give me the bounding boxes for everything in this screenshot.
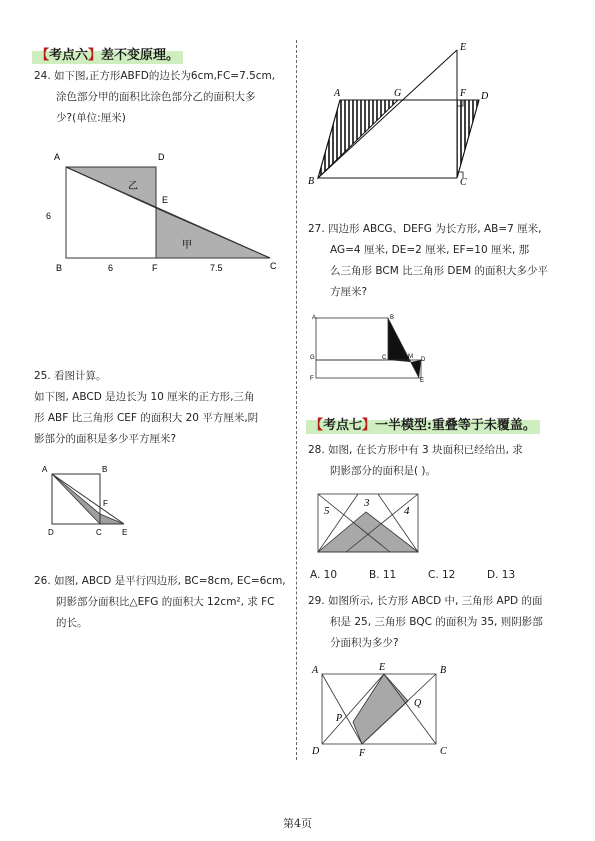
column-divider: [296, 40, 297, 760]
label-b: B: [390, 315, 395, 321]
label-f: F: [359, 748, 366, 759]
label-a: A: [54, 152, 61, 162]
label-fc-7-5: 7.5: [210, 263, 223, 273]
label-a: A: [312, 665, 319, 676]
option-d[interactable]: D. 13: [487, 569, 516, 581]
label-b: B: [102, 465, 108, 474]
question-29: 29. 如图所示, 长方形 ABCD 中, 三角形 APD 的面 积是 25, 三角形 BQC 的面积为 35, 则阴影部 分面积为多少?: [308, 595, 543, 649]
label-d: D: [481, 91, 489, 102]
label-5: 5: [324, 505, 330, 517]
line-af: [322, 674, 362, 744]
label-b: B: [440, 665, 447, 676]
label-g: G: [394, 88, 402, 99]
question-25: 25. 看图计算。 如下图, ABCD 是边长为 10 厘米的正方形,三角 形 ABF 比三角形 CEF 的面积大 20 平方厘米,阴 影部分的面积是多少平方厘米?: [34, 370, 259, 445]
label-m: M: [408, 354, 413, 360]
label-jia: 甲: [182, 240, 192, 251]
label-f: F: [152, 263, 158, 273]
label-c: C: [270, 261, 277, 271]
label-e: E: [420, 378, 425, 384]
q28-options: [310, 569, 546, 581]
line-ae: [52, 474, 124, 524]
section-7-heading: 【考点七】一半模型:重叠等于未覆盖。: [306, 412, 540, 435]
label-a: A: [312, 315, 317, 321]
label-bf-6: 6: [108, 263, 114, 273]
label-g: G: [310, 355, 315, 361]
label-e: E: [162, 195, 169, 205]
label-4: 4: [404, 505, 410, 517]
question-26: 26. 如图, ABCD 是平行四边形, BC=8cm, EC=6cm, 阴影部分面积比△EFG 的面积大 12cm², 求 FC 的长。: [34, 575, 286, 629]
question-27: 27. 四边形 ABCG、DEFG 为长方形, AB=7 厘米, AG=4 厘米, DE=2 厘米, EF=10 厘米, 那 么三角形 BCM 比三角形 DEM 的面积大多少平 方厘米?: [308, 223, 549, 298]
figure-q28: [314, 490, 426, 554]
label-p: P: [336, 713, 343, 724]
shaded-triangle: [318, 512, 418, 552]
label-f: F: [310, 376, 314, 382]
label-q: Q: [414, 698, 422, 709]
option-a[interactable]: A. 10: [310, 569, 338, 581]
section-6-heading: 【考点六】差不变原理。: [32, 42, 183, 65]
question-28: 28. 如图, 在长方形中有 3 块面积已经给出, 求 阴影部分的面积是( )。: [308, 444, 523, 477]
label-d: D: [312, 746, 320, 757]
rect-defg: [316, 360, 421, 378]
label-yi: 乙: [128, 181, 138, 192]
label-b: B: [308, 176, 315, 187]
label-c: C: [96, 528, 102, 537]
page-number: 第4页: [283, 817, 312, 830]
shaded-triangle-dem: [411, 360, 421, 378]
figure-q25: [40, 462, 140, 538]
figure-q26: [304, 38, 494, 188]
label-3: 3: [364, 497, 370, 509]
label-b: B: [56, 263, 63, 273]
label-c: C: [382, 355, 387, 361]
rect-abcg: [316, 318, 388, 360]
option-c[interactable]: C. 12: [428, 569, 456, 581]
label-d: D: [158, 152, 165, 162]
label-e: E: [122, 528, 128, 537]
figure-q24: [40, 145, 280, 275]
figure-q27: [304, 310, 434, 386]
option-b[interactable]: B. 11: [369, 569, 397, 581]
label-c: C: [440, 746, 447, 757]
label-e: E: [379, 662, 386, 673]
label-f: F: [460, 88, 467, 99]
question-24: 24. 如下图,正方形ABFD的边长为6cm,FC=7.5cm, 涂色部分甲的面积比涂色部分乙的面积大多 少?(单位:厘米): [34, 70, 276, 124]
label-d: D: [421, 357, 426, 363]
shaded-quadrilateral: [353, 674, 408, 744]
figure-q29: [306, 660, 458, 760]
label-c: C: [460, 177, 467, 188]
label-side-6: 6: [46, 211, 52, 221]
label-a: A: [42, 465, 48, 474]
label-d: D: [48, 528, 54, 537]
label-e: E: [460, 42, 467, 53]
label-f: F: [103, 499, 108, 508]
label-a: A: [334, 88, 341, 99]
